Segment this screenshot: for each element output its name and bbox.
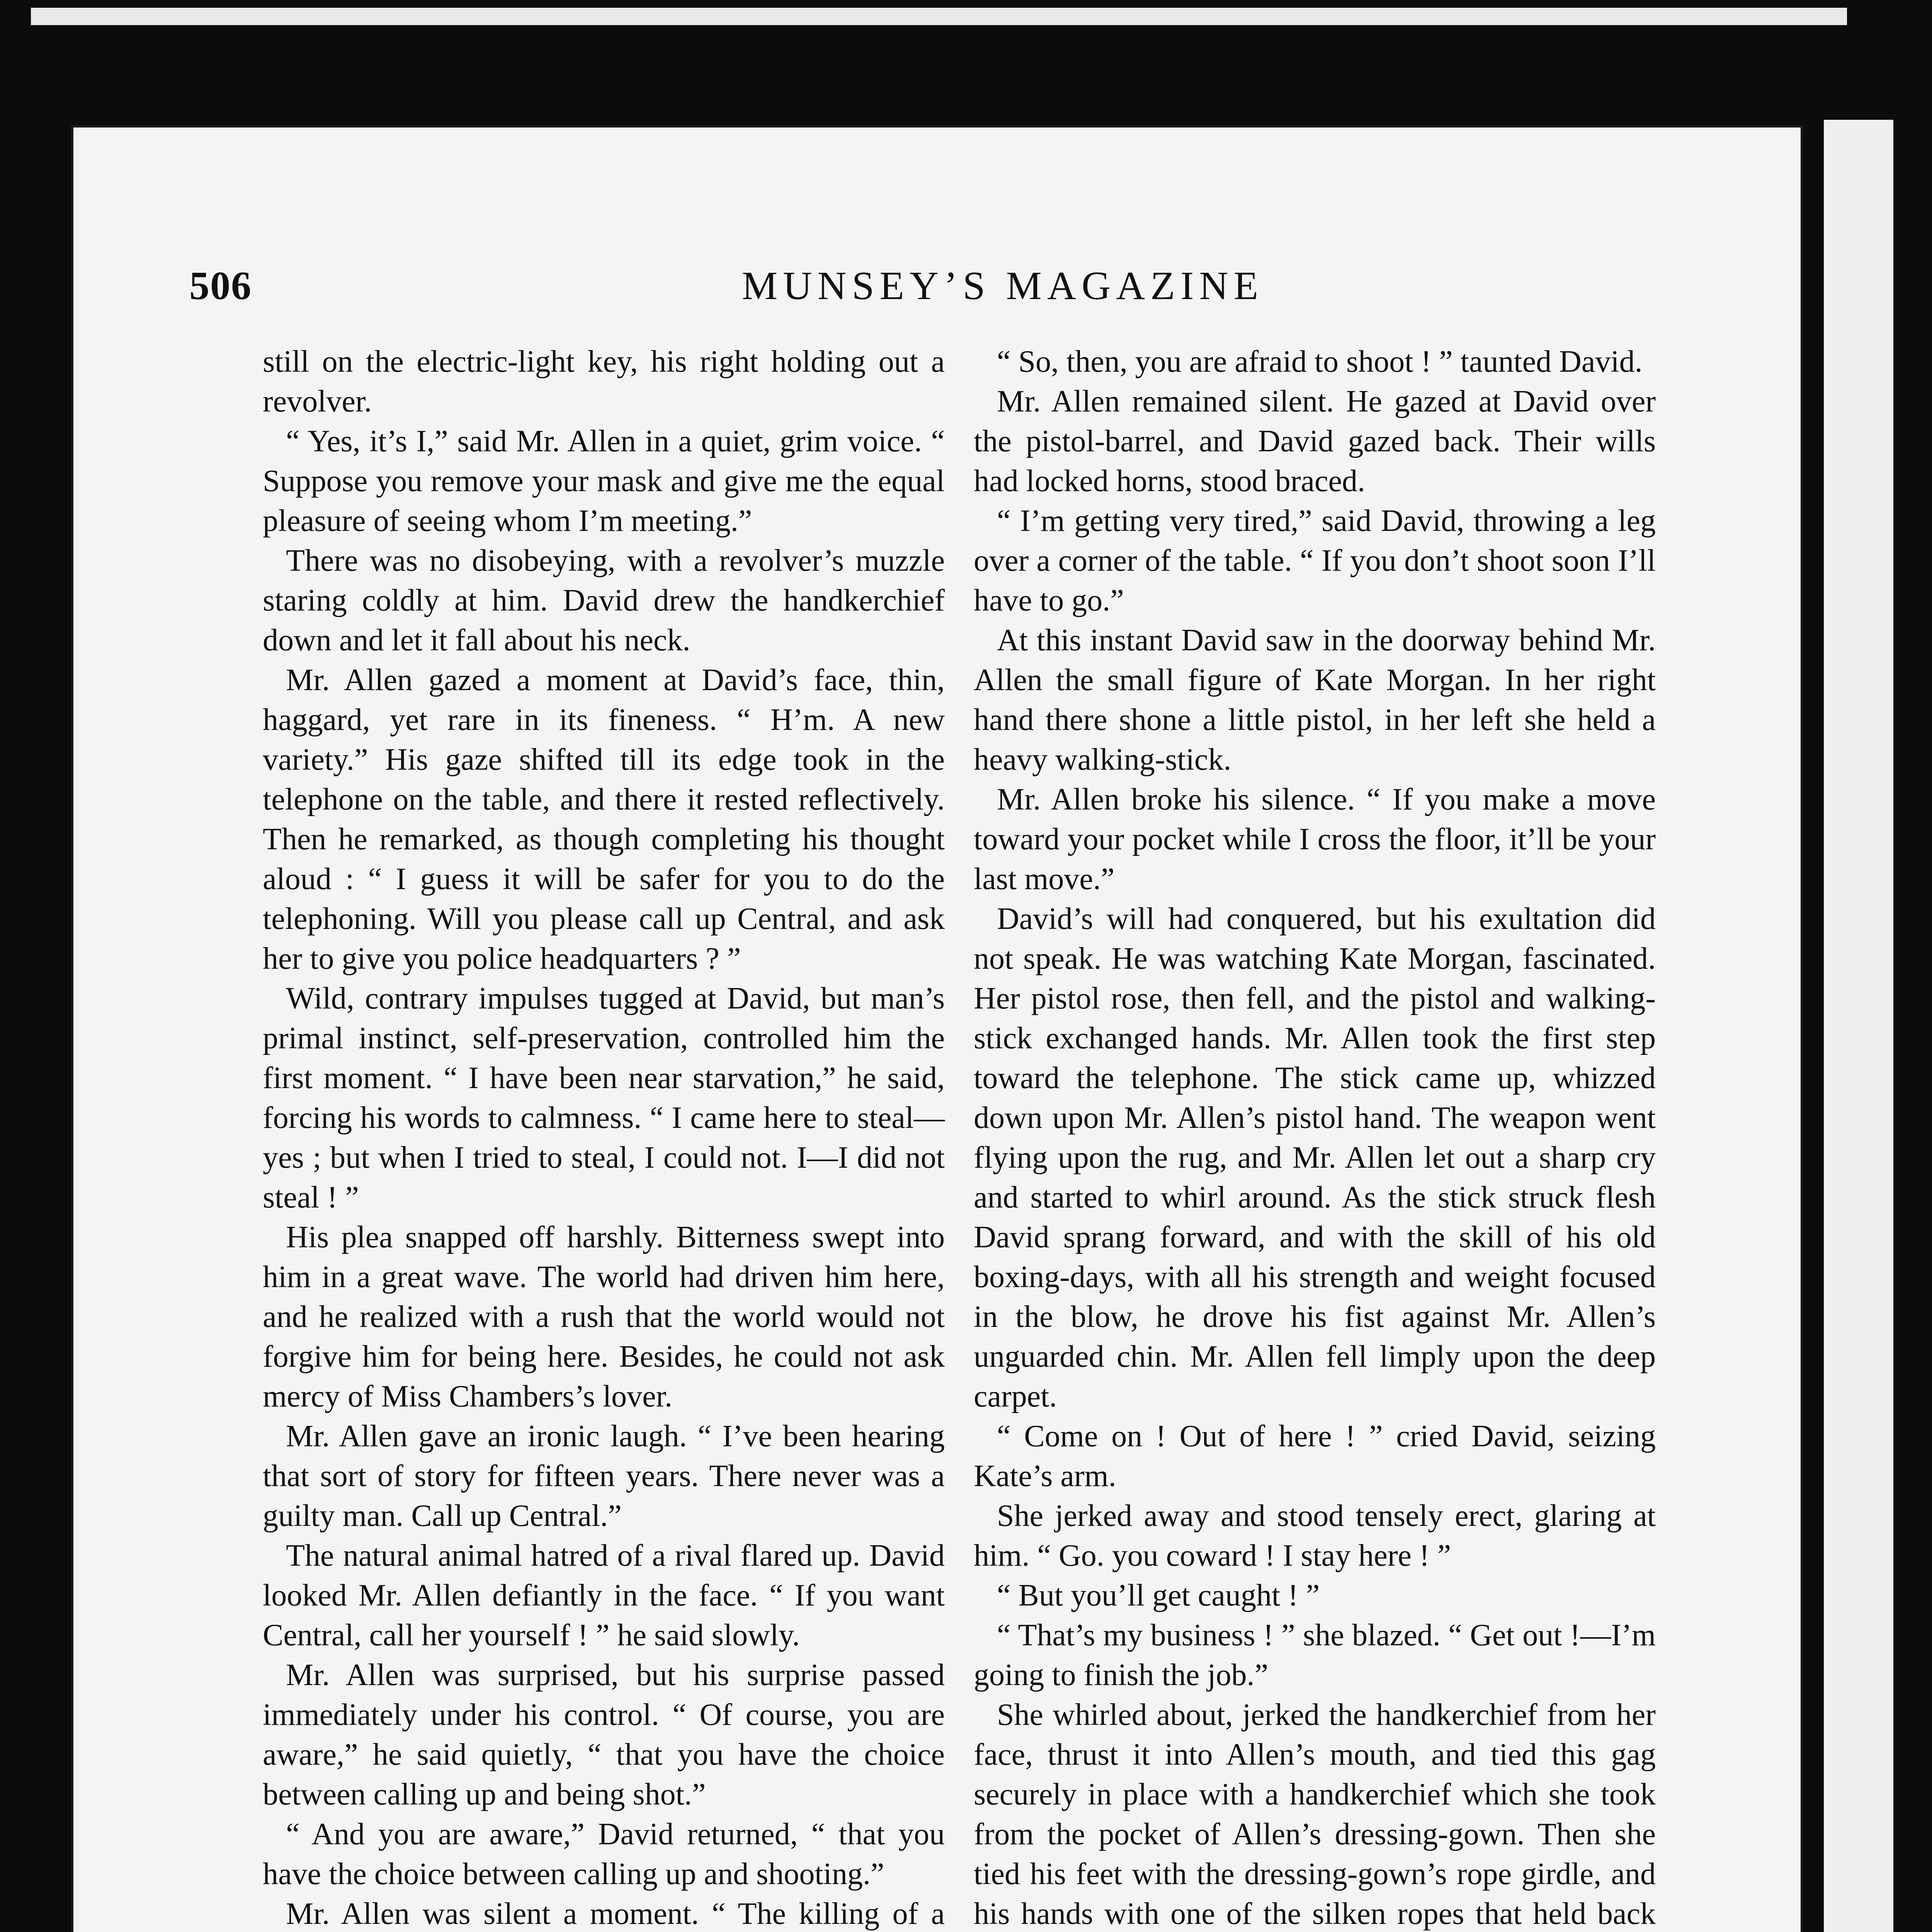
paragraph: Wild, contrary impulses tugged at David, but man’s primal instinct, self-preservation, controlled him the first moment. “ I have been near starvation,” he said, forcing his words to calmness. “ I came here to steal—yes ; but when I tried to steal, I could not. I—I did not steal ! ” (263, 981, 945, 1214)
paragraph: The natural animal hatred of a rival flared up. David looked Mr. Allen defiantly in the face. “ If you want Central, call her yourself ! ” he said slowly. (263, 1539, 945, 1652)
paragraph: She whirled about, jerked the handkerchief from her face, thrust it into Allen’s mouth, and tied this gag securely in place with a handkerchief which she took from the pocket of Allen’s dressing-gown. Then she tied his feet with the dressing-gown’s rope girdle, and his hands with one of the silken ropes that held back (974, 1698, 1656, 1931)
scan-top-edge (31, 8, 1847, 25)
paragraph: “ And you are aware,” David returned, “ that you have the choice between calling up and shooting.” (263, 1817, 945, 1891)
paragraph: “ But you’ll get caught ! ” (997, 1578, 1320, 1612)
paragraph: Mr. Allen was surprised, but his surprise passed immediately under his control. “ Of course, you are aware,” he said quietly, “ that you have the choice between calling up and being shot.” (263, 1658, 945, 1811)
right-column (974, 342, 1656, 1932)
paragraph: “ Come on ! Out of here ! ” cried David, seizing Kate’s arm. (974, 1419, 1656, 1493)
running-head (189, 263, 1650, 328)
paragraph: David’s will had conquered, but his exultation did not speak. He was watching Kate Morgan, fascinated. Her pistol rose, then fell, and the pistol and walking-stick exchanged hands. Mr. Allen took the first step toward the telephone. The stick came up, whizzed down upon Mr. Allen’s pistol hand. The weapon went flying upon the rug, and Mr. Allen let out a sharp cry and started to whirl around. As the stick struck flesh David sprang forward, and with the skill of his old boxing-days, with all his strength and weight focused in the blow, he drove his fist against Mr. Allen’s unguarded chin. Mr. Allen fell limply upon the deep carpet. (974, 902, 1656, 1413)
magazine-title: MUNSEY’S MAGAZINE (742, 264, 1264, 308)
paragraph: Mr. Allen gazed a moment at David’s face, thin, haggard, yet rare in its fineness. “ H’m. A new variety.” His gaze shifted till its edge took in the telephone on the table, and there it rested reflectively. Then he remarked, as though completing his thought aloud : “ I guess it will be safer for you to do the telephoning. Will you please call up Central, and ask her to give you police headquarters ? ” (263, 663, 945, 976)
paragraph: There was no disobeying, with a revolver’s muzzle staring coldly at him. David drew the handkerchief down and let it fall about his neck. (263, 544, 945, 657)
paragraph: At this instant David saw in the doorway behind Mr. Allen the small figure of Kate Morgan. In her right hand there shone a little pistol, in her left she held a heavy walking-stick. (974, 623, 1656, 777)
paragraph: Mr. Allen broke his silence. “ If you make a move toward your pocket while I cross the floor, it’ll be your last move.” (974, 782, 1656, 896)
paragraph: Mr. Allen was silent a moment. “ The killing of a (286, 1897, 945, 1931)
paragraph: “ That’s my business ! ” she blazed. “ Get out !—I’m going to finish the job.” (974, 1618, 1656, 1692)
page-number: 506 (189, 264, 252, 308)
facing-page-sliver (1824, 120, 1893, 1932)
paragraph: “ Yes, it’s I,” said Mr. Allen in a quiet, grim voice. “ Suppose you remove your mask and give me the equal pleasure of seeing whom I’m meeting.” (263, 424, 945, 538)
paragraph: “ So, then, you are afraid to shoot ! ” taunted David. (997, 345, 1643, 379)
left-column (263, 342, 945, 1932)
paragraph: still on the electric-light key, his right holding out a revolver. (263, 345, 945, 418)
paragraph: Mr. Allen gave an ironic laugh. “ I’ve been hearing that sort of story for fifteen years. There never was a guilty man. Call up Central.” (263, 1419, 945, 1533)
paragraph: She jerked away and stood tensely erect, glaring at him. “ Go. you coward ! I stay here ! ” (974, 1499, 1656, 1573)
scan-top-border (0, 0, 1932, 116)
paragraph: Mr. Allen remained silent. He gazed at David over the pistol-barrel, and David gazed back. Their wills had locked horns, stood braced. (974, 384, 1656, 498)
paragraph: “ I’m getting very tired,” said David, throwing a leg over a corner of the table. “ If you don’t shoot soon I’ll have to go.” (974, 504, 1656, 617)
facing-page-edge (1816, 120, 1917, 1932)
paragraph: His plea snapped off harshly. Bitterness swept into him in a great wave. The world had driven him here, and he realized with a rush that the world would not forgive him for being here. Besides, he could not ask mercy of Miss Chambers’s lover. (263, 1220, 945, 1413)
